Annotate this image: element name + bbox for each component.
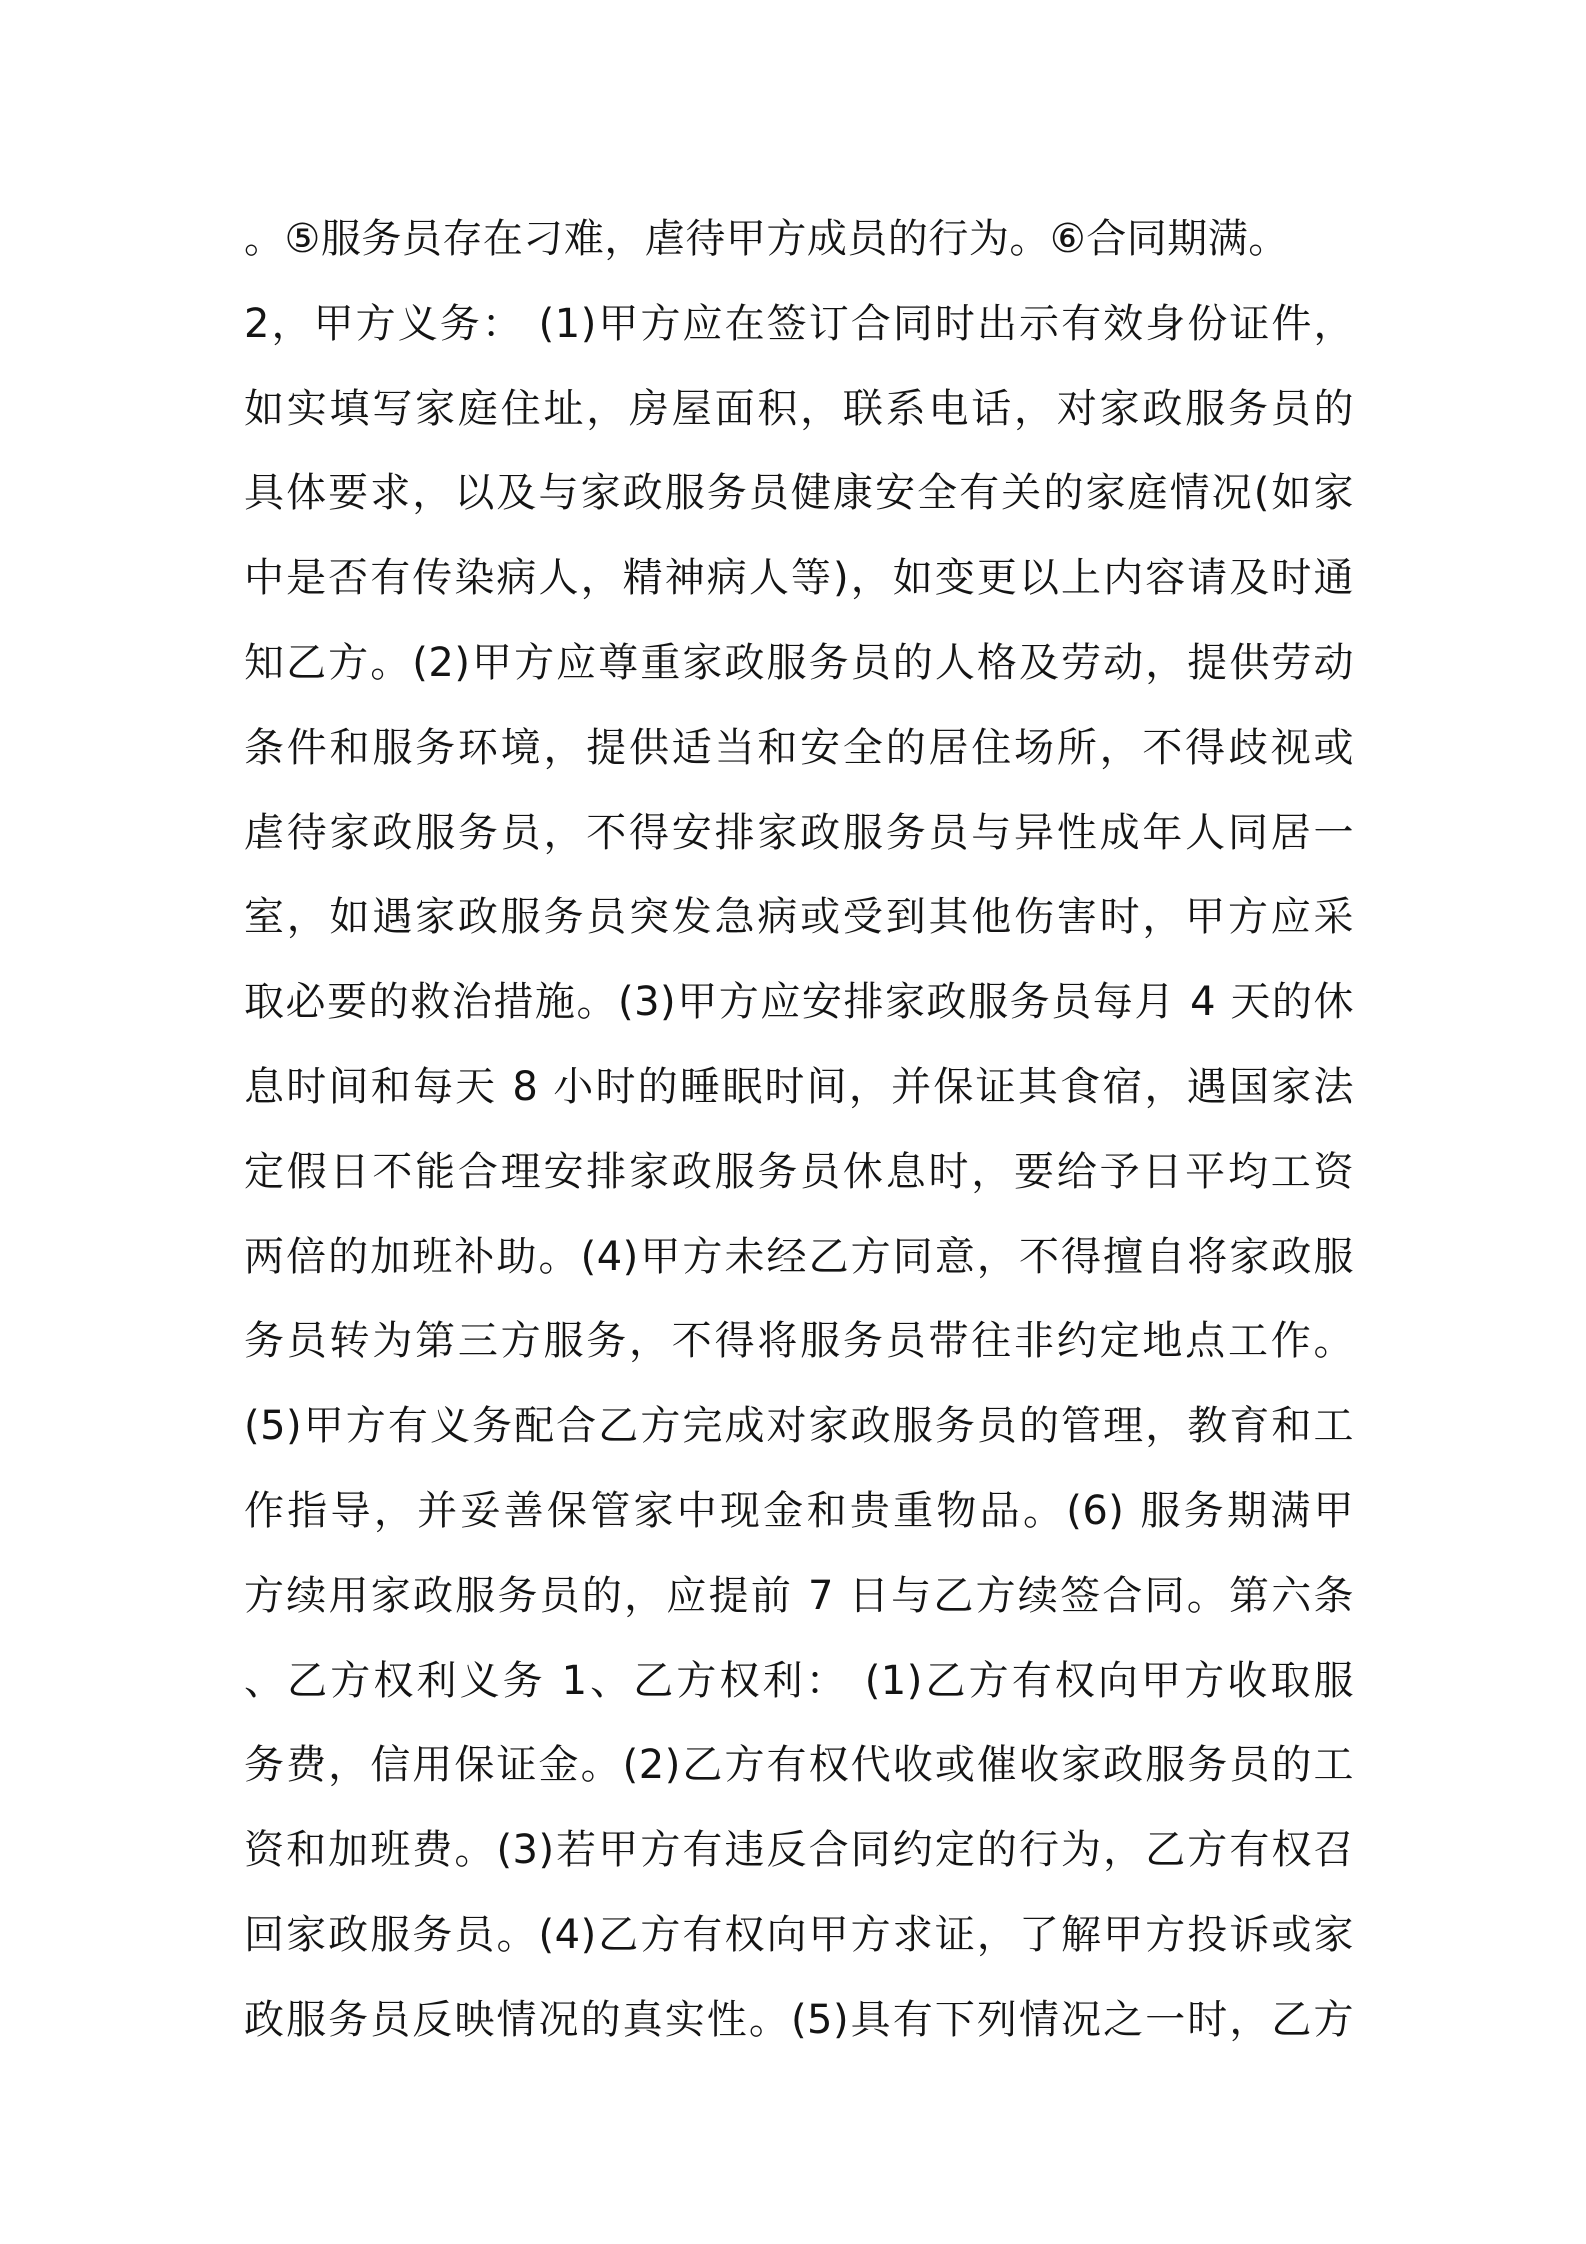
text-line-15: (5)甲方有义务配合乙方完成对家政服务员的管理，教育和工 xyxy=(244,1403,1354,1450)
text-line-3: 如实填写家庭住址，房屋面积，联系电话，对家政服务员的 xyxy=(244,385,1354,432)
document-body xyxy=(244,197,1354,2063)
text-line-21: 回家政服务员。(4)乙方有权向甲方求证，了解甲方投诉或家 xyxy=(244,1911,1354,1958)
text-line-12: 定假日不能合理安排家政服务员休息时，要给予日平均工资 xyxy=(244,1148,1354,1195)
text-line-22: 政服务员反映情况的真实性。(5)具有下列情况之一时，乙方 xyxy=(244,1996,1354,2043)
text-line-7: 条件和服务环境，提供适当和安全的居住场所，不得歧视或 xyxy=(244,724,1354,771)
text-line-17: 方续用家政服务员的，应提前 7 日与乙方续签合同。第六条 xyxy=(244,1572,1354,1619)
text-line-6: 知乙方。(2)甲方应尊重家政服务员的人格及劳动，提供劳动 xyxy=(244,639,1354,686)
text-line-14: 务员转为第三方服务，不得将服务员带往非约定地点工作。 xyxy=(244,1318,1354,1365)
text-line-5: 中是否有传染病人，精神病人等)，如变更以上内容请及时通 xyxy=(244,555,1354,602)
text-line-9: 室，如遇家政服务员突发急病或受到其他伤害时，甲方应采 xyxy=(244,894,1354,941)
text-line-19: 务费，信用保证金。(2)乙方有权代收或催收家政服务员的工 xyxy=(244,1742,1354,1789)
text-line-18: 、乙方权利义务 1、乙方权利： (1)乙方有权向甲方收取服 xyxy=(244,1657,1354,1704)
text-line-13: 两倍的加班补助。(4)甲方未经乙方同意，不得擅自将家政服 xyxy=(244,1233,1354,1280)
text-line-4: 具体要求，以及与家政服务员健康安全有关的家庭情况(如家 xyxy=(244,470,1354,517)
text-line-2: 2，甲方义务： (1)甲方应在签订合同时出示有效身份证件， xyxy=(244,300,1354,347)
text-line-8: 虐待家政服务员，不得安排家政服务员与异性成年人同居一 xyxy=(244,809,1354,856)
text-line-20: 资和加班费。(3)若甲方有违反合同约定的行为，乙方有权召 xyxy=(244,1827,1354,1874)
text-line-10: 取必要的救治措施。(3)甲方应安排家政服务员每月 4 天的休 xyxy=(244,979,1354,1026)
text-line-1: 。⑤服务员存在刁难，虐待甲方成员的行为。⑥合同期满。 xyxy=(244,216,1289,262)
text-line-11: 息时间和每天 8 小时的睡眠时间，并保证其食宿，遇国家法 xyxy=(244,1063,1354,1110)
text-line-16: 作指导，并妥善保管家中现金和贵重物品。(6) 服务期满甲 xyxy=(244,1487,1354,1534)
